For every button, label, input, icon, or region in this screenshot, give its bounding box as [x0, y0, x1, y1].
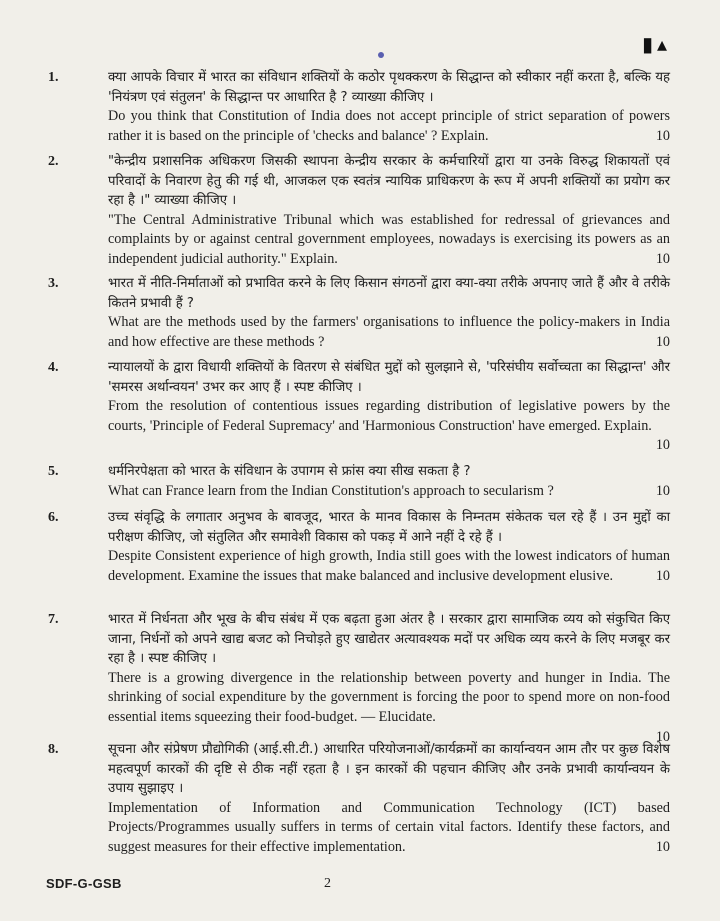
page-number: 2: [324, 876, 331, 891]
paper-code: SDF-G-GSB: [46, 876, 122, 891]
question-number: 6.: [48, 510, 59, 525]
question-english: [108, 482, 670, 502]
question-english: [108, 107, 670, 146]
corner-mark: ▮▴: [642, 32, 672, 56]
question-hindi: धर्मनिरपेक्षता को भारत के संविधान के उपागम से फ्रांस क्या सीख सकता है ?: [108, 464, 471, 479]
question-hindi: क्या आपके विचार में भारत का संविधान शक्तियों के कठोर पृथक्करण के सिद्धान्त को स्वीकार नहीं करता है, बल्कि यह 'नियंत्रण एवं संतुलन' के सिद्धान्त पर आधारित है ? व्याख्या कीजिए ।: [108, 70, 670, 105]
question-number: 2.: [48, 154, 59, 169]
question-hindi: सूचना और संप्रेषण प्रौद्योगिकी (आई.सी.टी.) आधारित परियोजनाओं/कार्यक्रमों का कार्यान्वयन आम तौर पर कुछ विशेष महत्वपूर्ण कारकों की दृष्टि से ठीक नहीं रहता है । इन कारकों की पहचान कीजिए और उनके प्रभावी कार्यान्वयन के उपाय सुझाइए ।: [108, 742, 670, 797]
question-7: [48, 610, 670, 747]
question-hindi: भारत में नीति-निर्माताओं को प्रभावित करने के लिए किसान संगठनों द्वारा क्या-क्या तरीके अपनाए जाते हैं और वे तरीके कितने प्रभावी हैं ?: [108, 276, 670, 311]
question-english-text: "The Central Administrative Tribunal which was established for redressal of grievances and complaints by or against central government employees, nowadays is exercising its powers as an independent judicial authority." Explain.: [108, 211, 670, 267]
question-3: [48, 274, 670, 352]
question-marks: 10: [655, 838, 670, 855]
question-number: 4.: [48, 360, 59, 375]
question-english: [108, 211, 670, 270]
question-english: [108, 547, 670, 586]
question-marks: 10: [655, 127, 670, 144]
question-english: [108, 313, 670, 352]
question-hindi: भारत में निर्धनता और भूख के बीच संबंध में एक बढ़ता हुआ अंतर है । सरकार द्वारा सामाजिक व्यय को संकुचित किए जाना, निर्धनों को अपने खाद्य बजट को निचोड़ते हुए खाद्येतर अत्यावश्यक मदों पर अधिक व्यय करने के लिए मजबूर कर रहा है । स्पष्ट कीजिए ।: [108, 612, 670, 667]
question-number: 7.: [48, 612, 59, 627]
question-english: [108, 799, 670, 858]
question-english-text: What are the methods used by the farmers' organisations to influence the policy-makers in India and how effective are these methods ?: [108, 314, 670, 350]
question-marks: 10: [655, 482, 670, 499]
question-number: 8.: [48, 742, 59, 757]
question-8: [48, 740, 670, 858]
question-1: [48, 68, 670, 146]
question-hindi: न्यायालयों के द्वारा विधायी शक्तियों के वितरण से संबंधित मुद्दों को सुलझाने से, 'परिसंघीय सर्वोच्चता का सिद्धान्त' और 'समरस अर्थान्वयन' उभर कर आए हैं । स्पष्ट कीजिए ।: [108, 360, 670, 395]
question-english-text: What can France learn from the Indian Constitution's approach to secularism ?: [108, 482, 554, 499]
question-english-text: Do you think that Constitution of India does not accept principle of strict separation of powers rather it is based on the principle of 'checks and balance' ? Explain.: [108, 108, 670, 144]
question-number: 1.: [48, 70, 59, 85]
question-4: [48, 358, 670, 456]
question-marks: 10: [655, 250, 670, 267]
question-5: [48, 462, 670, 501]
question-english-text: Implementation of Information and Communication Technology (ICT) based Projects/Programmes usually suffers in terms of certain vital factors. Identify these factors, and suggest measures for their effective implementation.: [108, 799, 670, 855]
question-marks: 10: [655, 728, 670, 745]
question-english: [108, 397, 670, 454]
question-marks: 10: [655, 333, 670, 350]
ink-speck: [378, 52, 384, 58]
question-marks: 10: [655, 567, 670, 584]
question-hindi: "केन्द्रीय प्रशासनिक अधिकरण जिसकी स्थापना केन्द्रीय सरकार के कर्मचारियों द्वारा या उनके विरुद्ध शिकायतों एवं परिवादों के निवारण हेतु की गई थी, आजकल एक स्वतंत्र न्यायिक प्राधिकरण के रूप में अपनी शक्तियों का प्रयोग कर रहा है ।" व्याख्या कीजिए ।: [108, 154, 670, 209]
question-english-text: From the resolution of contentious issues regarding distribution of legislative powers by the courts, 'Principle of Federal Supremacy' and 'Harmonious Construction' have emerged. Explain.: [108, 398, 670, 434]
question-2: [48, 152, 670, 270]
question-english: There is a growing divergence in the relationship between poverty and hunger in India. The shrinking of social expenditure by the government is forcing the poor to spend more on non-food essential items squeezing their food-budget. — Elucidate.: [108, 669, 670, 725]
question-marks: 10: [655, 437, 670, 454]
question-hindi: उच्च संवृद्धि के लगातार अनुभव के बावजूद, भारत के मानव विकास के निम्नतम संकेतक चल रहे हैं । उन मुद्दों का परीक्षण कीजिए, जो संतुलित और समावेशी विकास को पकड़ में आने नहीं दे रहे हैं ।: [108, 510, 670, 545]
question-6: [48, 508, 670, 586]
question-english-text: Despite Consistent experience of high growth, India still goes with the lowest indicators of human development. Examine the issues that make balanced and inclusive development elusive.: [108, 548, 670, 584]
question-number: 3.: [48, 276, 59, 291]
question-number: 5.: [48, 464, 59, 479]
